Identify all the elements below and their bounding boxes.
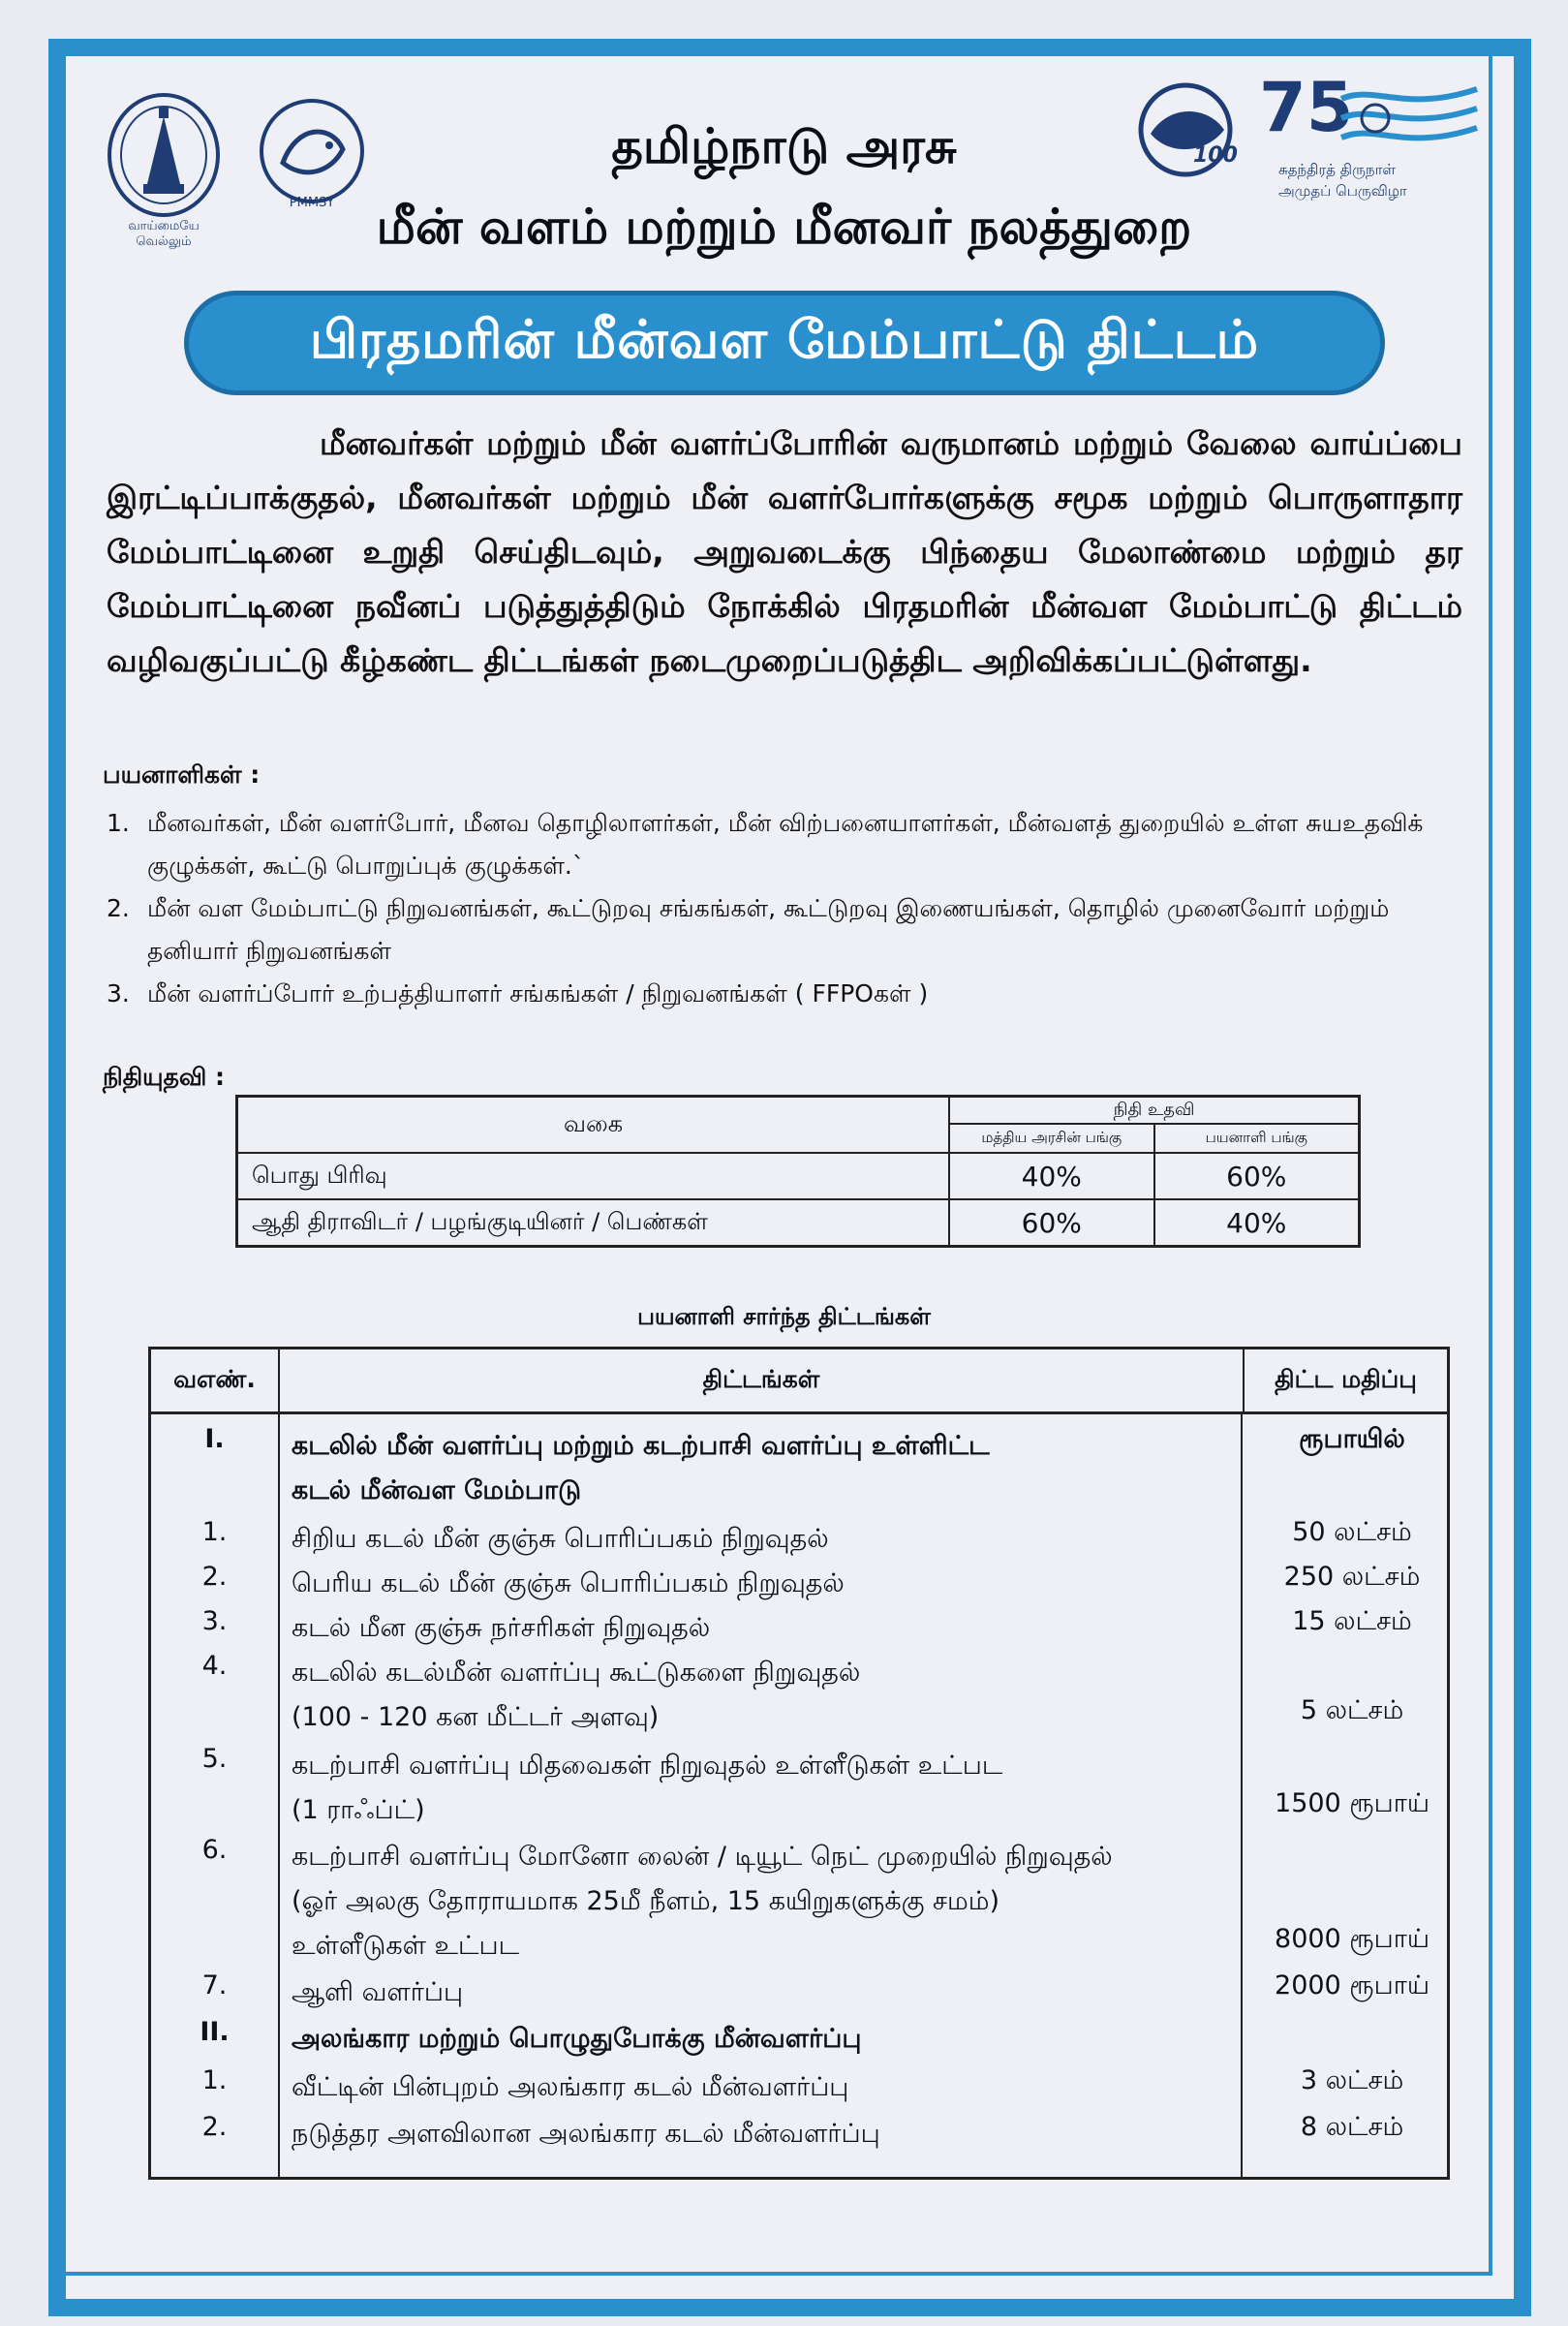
list-item: 3. மீன் வளர்ப்போர் உற்பத்தியாளர் சங்கங்கள் / நிறுவனங்கள் ( FFPOகள் ) — [107, 979, 929, 1008]
table-row — [237, 1153, 1360, 1199]
funding-label: நிதியுதவி : — [103, 1063, 226, 1091]
funding-group-header: நிதி உதவி — [949, 1097, 1359, 1125]
central-share-cell: 60% — [949, 1199, 1153, 1247]
sno-header: வஎண். — [151, 1349, 280, 1411]
azadi-75-number: 75 — [1259, 68, 1354, 147]
value-header: திட்ட மதிப்பு — [1275, 1364, 1417, 1393]
funding-table — [235, 1095, 1361, 1248]
hundred-text: 100 — [1193, 143, 1238, 168]
central-share-header: மத்திய அரசின் பங்கு — [949, 1124, 1153, 1153]
table-row — [237, 1199, 1360, 1247]
beneficiaries-list — [107, 802, 1482, 1015]
central-share-cell: 40% — [949, 1153, 1153, 1199]
beneficiaries-label: பயனாளிகள் : — [103, 760, 261, 789]
scheme-banner — [184, 291, 1385, 395]
government-title: தமிழ்நாடு அரசு — [611, 118, 957, 174]
azadi-caption-2: அமுதப் பெருவிழா — [1278, 182, 1407, 200]
beneficiary-share-cell: 60% — [1154, 1153, 1360, 1199]
list-item: 1. மீனவர்கள், மீன் வளர்போர், மீனவ தொழிலாளர்கள், மீன் விற்பனையாளர்கள், மீன்வளத் துறையில் உள்ள சுயஉதவிக் குழுக்கள், கூட்டு பொறுப்புக் குழுக்கள்.` — [107, 809, 1424, 880]
intro-paragraph: மீனவர்கள் மற்றும் மீன் வளர்ப்போரின் வருமானம் மற்றும் வேலை வாய்ப்பை இரட்டிப்பாக்குதல், மீனவர்கள் மற்றும் மீன் வளர்போர்களுக்கு சமூக மற்றும் பொருளாதார மேம்பாட்டினை உறுதி செய்திடவும், அறுவடைக்கு பிந்தைய மேலாண்மை மற்றும் தர மேம்பாட்டினை நவீனப் படுத்துத்திடும் நோக்கில் பிரதமரின் மீன்வள மேம்பாட்டு திட்டம் வழிவகுப்பட்டு கீழ்கண்ட திட்டங்கள் நடைமுறைப்படுத்திட அறிவிக்கப்பட்டுள்ளது. — [107, 424, 1462, 679]
list-item: 2. மீன் வள மேம்பாட்டு நிறுவனங்கள், கூட்டுறவு சங்கங்கள், கூட்டுறவு இணையங்கள், தொழில் முனைவோர் மற்றும் தனியார் நிறுவனங்கள் — [107, 894, 1390, 965]
category-header: வகை — [237, 1097, 950, 1154]
department-title: மீன் வளம் மற்றும் மீனவர் நலத்துறை — [376, 199, 1192, 255]
schemes-caption: பயனாளி சார்ந்த திட்டங்கள் — [637, 1303, 931, 1330]
azadi-caption-1: சுதந்திரத் திருநாள் — [1278, 161, 1396, 178]
beneficiary-share-cell: 40% — [1154, 1199, 1360, 1247]
fish-logo-caption: PMMSY — [289, 196, 335, 210]
schemes-table — [148, 1347, 1450, 2180]
category-cell: ஆதி திராவிடர் / பழங்குடியினர் / பெண்கள் — [237, 1199, 950, 1247]
category-cell: பொது பிரிவு — [237, 1153, 950, 1199]
column-divider — [278, 1414, 280, 2180]
schemes-body: I. கடலில் மீன் வளர்ப்பு மற்றும் கடற்பாசி வளர்ப்பு உள்ளிட்ட ரூபாயில் கடல் மீன்வள மேம்பாடு 1. சிறிய கடல் மீன் குஞ்சு பொரிப்பகம் நிறுவுதல் 50 லட்சம் 2. பெரிய கடல் மீன் குஞ்சு பொரிப்பகம் நிறுவுதல் 250 லட்சம் 3. கடல் மீன குஞ்சு நர்சரிகள் நிறுவுதல் 15 லட்சம் 4. கடலில் கடல்மீன் வளர்ப்பு கூட்டுகளை நிறுவுதல் (100 - 120 கன மீட்டர் அளவு) 5 லட்சம் 5. கடற்பாசி வளர்ப்பு மிதவைகள் நிறுவுதல் உள்ளீடுகள் உட்பட (1 ராஃப்ட்) 1500 ரூபாய் 6. கடற்பாசி வளர்ப்பு மோனோ லைன் / டியூட் நெட் முறையில் நிறுவுதல் (ஓர் அலகு தோராயமாக 25மீ நீளம், 15 கயிறுகளுக்கு சமம்) உள்ளீடுகள் உட்பட 8000 ரூபாய் 7. ஆளி வளர்ப்பு 2000 ரூபாய் II. அலங்கார மற்றும் பொழுதுபோக்கு மீன்வளர்ப்பு 1. வீட்டின் பின்புறம் அலங்கார கடல் மீன்வளர்ப்பு 3 லட்சம் 2. நடுத்தர அளவிலான அலங்கார கடல் மீன்வளர்ப்பு 8 லட்சம் — [151, 1414, 1447, 2180]
seal-caption: வாய்மையே வெல்லும் — [128, 219, 200, 249]
beneficiary-share-header: பயனாளி பங்கு — [1154, 1124, 1360, 1153]
scheme-header: திட்டங்கள் — [280, 1349, 1245, 1411]
scheme-banner-text: பிரதமரின் மீன்வள மேம்பாட்டு திட்டம் — [309, 308, 1260, 370]
table-row — [237, 1097, 1360, 1125]
schemes-header-row — [151, 1349, 1447, 1414]
column-divider — [1241, 1414, 1243, 2180]
